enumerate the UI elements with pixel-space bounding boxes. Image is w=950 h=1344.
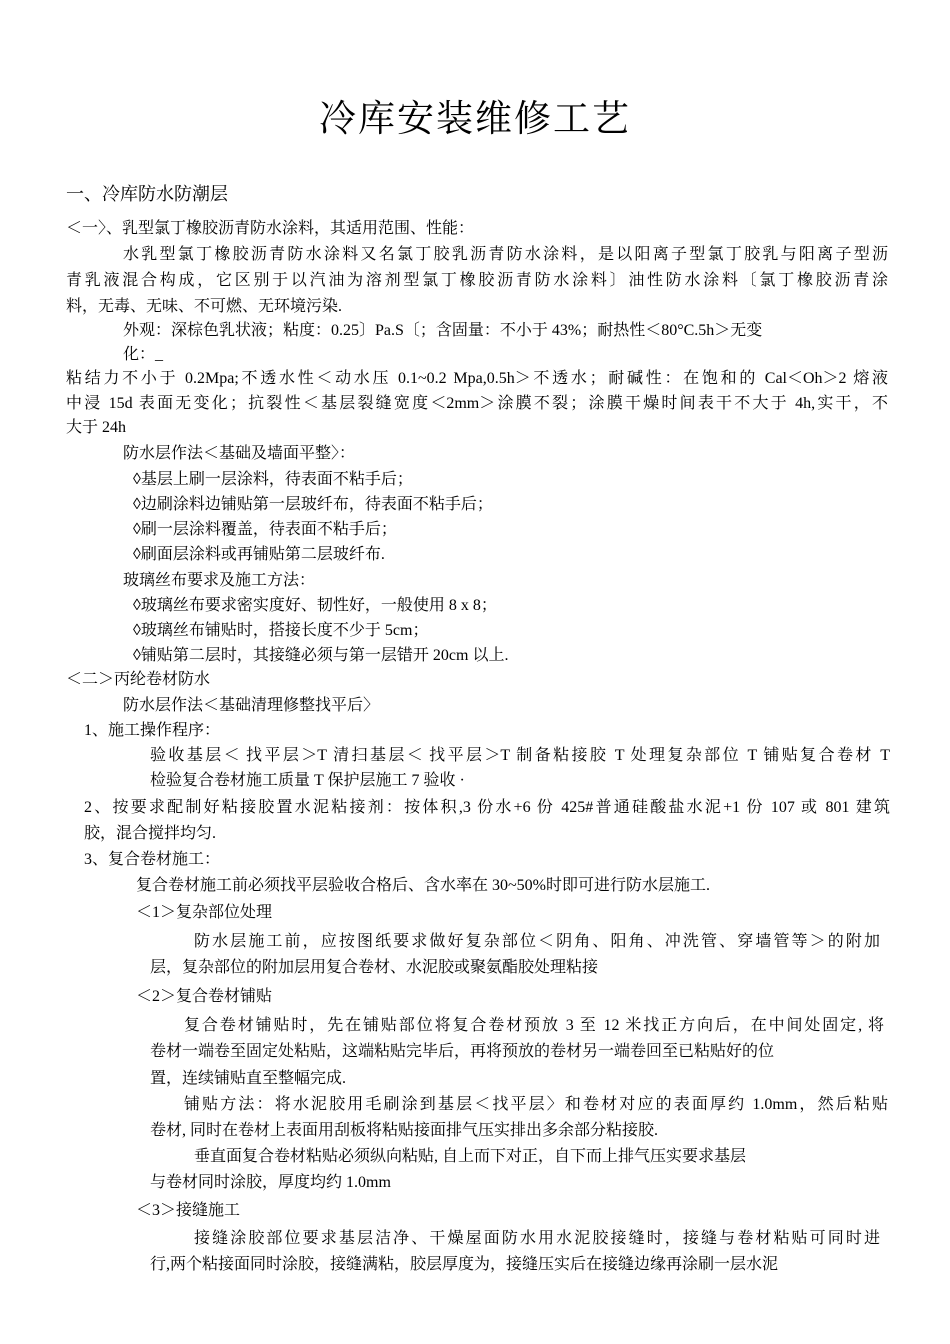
method-heading: 防水层作法＜基础及墙面平整〉： — [123, 445, 356, 462]
paragraph-line: 铺贴方法：将水泥胶用毛刷涂到基层＜找平层〉和卷材对应的表面厚约 1.0mm，然后粘贴 — [184, 1096, 888, 1113]
section-heading: 一、冷库防水防潮层 — [66, 184, 228, 204]
subsection-heading: ＜2＞复合卷材铺贴 — [136, 988, 273, 1005]
paragraph-line: 检验复合卷材施工质量 T 保护层施工 7 验收 · — [150, 772, 465, 789]
document-title: 冷库安装维修工艺 — [319, 99, 631, 140]
paragraph-line: 胶，混合搅拌均匀. — [84, 825, 217, 842]
step3-heading: 3、复合卷材施工： — [84, 851, 221, 868]
subsection-heading: ＜1＞复杂部位处理 — [136, 904, 273, 921]
paragraph-line: 化：_ — [123, 346, 164, 363]
paragraph-line: 复合卷材施工前必须找平层验收合格后、含水率在 30~50%时即可进行防水层施工. — [136, 877, 710, 894]
paragraph-line: 外观：深棕色乳状液；粘度：0.25〕Pa.S〔；含固量：不小于 43%；耐热性＜80°C.5h＞无变 — [123, 322, 763, 339]
paragraph-line: 青乳液混合构成，它区别于以汽油为溶剂型氯丁橡胶沥青防水涂料〕油性防水涂料〔氯丁橡胶沥青涂 — [66, 272, 888, 289]
part2-heading: ＜二＞丙纶卷材防水 — [66, 671, 211, 688]
paragraph-line: 料，无毒、无味、不可燃、无环境污染. — [66, 298, 343, 315]
paragraph-line: 粘结力不小于 0.2Mpa;不透水性＜动水压 0.1~0.2 Mpa,0.5h＞不透水；耐碱性：在饱和的 Cal＜Oh＞2 熔液 — [66, 370, 888, 387]
paragraph-line: 与卷材同时涂胶，厚度均约 1.0mm — [150, 1174, 391, 1191]
paragraph-line: 卷材一端卷至固定处粘贴，这端粘贴完毕后，再将预放的卷材另一端卷回至已粘贴好的位 — [150, 1043, 775, 1060]
paragraph-line: 置，连续铺贴直至整幅完成. — [150, 1070, 347, 1087]
list-item: ◊刷面层涂料或再铺贴第二层玻纤布. — [133, 546, 385, 563]
list-item: ◊基层上刷一层涂料，待表面不粘手后； — [133, 471, 413, 488]
list-item: ◊刷一层涂料覆盖，待表面不粘手后； — [133, 521, 397, 538]
paragraph-line: 层，复杂部位的附加层用复合卷材、水泥胶或聚氨酯胶处理粘接 — [150, 959, 599, 976]
paragraph-line: 大于 24h — [66, 419, 127, 436]
paragraph-line: 接缝涂胶部位要求基层洁净、干燥屋面防水用水泥胶接缝时，接缝与卷材粘贴可同时进 — [194, 1230, 880, 1247]
list-item: ◊玻璃丝布要求密实度好、韧性好，一般使用 8 x 8； — [133, 597, 497, 614]
subsection-heading: ＜3＞接缝施工 — [136, 1202, 241, 1219]
paragraph-line: 卷材, 同时在卷材上表面用刮板将粘贴接面排气压实排出多余部分粘接胶. — [150, 1122, 659, 1139]
part2-subheading: 防水层作法＜基础清理修整找平后〉 — [123, 697, 380, 714]
paragraph-line: 验收基层＜ 找平层＞T 清扫基层＜ 找平层＞T 制备粘接胶 T 处理复杂部位 T 铺贴复合卷材 T — [150, 747, 890, 764]
list-item: ◊边刷涂料边铺贴第一层玻纤布，待表面不粘手后； — [133, 496, 493, 513]
paragraph-line: 中浸 15d 表面无变化；抗裂性＜基层裂缝宽度＜2mm＞涂膜不裂；涂膜干燥时间表干不大于 4h,实干，不 — [66, 395, 888, 412]
step1-heading: 1、施工操作程序： — [84, 722, 221, 739]
paragraph-line: 行,两个粘接面同时涂胶，接缝满粘，胶层厚度为，接缝压实后在接缝边缘再涂刷一层水泥 — [150, 1256, 779, 1273]
paragraph-line: 垂直面复合卷材粘贴必须纵向粘贴, 自上而下对正，自下而上排气压实要求基层 — [194, 1148, 747, 1165]
list-item: ◊玻璃丝布铺贴时，搭接长度不少于 5cm； — [133, 622, 429, 639]
list-item: ◊铺贴第二层时，其接缝必须与第一层错开 20cm 以上. — [133, 647, 509, 664]
glass-heading: 玻璃丝布要求及施工方法： — [123, 572, 316, 589]
paragraph-line: 水乳型氯丁橡胶沥青防水涂料又名氯丁胶乳沥青防水涂料，是以阳离子型氯丁胶乳与阳离子型沥 — [123, 246, 888, 263]
part1-heading: ＜一〉、乳型氯丁橡胶沥青防水涂料，其适用范围、性能： — [66, 220, 475, 237]
paragraph-line: 2、按要求配制好粘接胶置水泥粘接剂：按体积,3 份水+6 份 425#普通硅酸盐水泥+1 份 107 或 801 建筑 — [84, 799, 890, 816]
paragraph-line: 防水层施工前，应按图纸要求做好复杂部位＜阴角、阳角、冲洗管、穿墙管等＞的附加 — [194, 933, 880, 950]
paragraph-line: 复合卷材铺贴时，先在铺贴部位将复合卷材预放 3 至 12 米找正方向后，在中间处固定, 将 — [184, 1017, 884, 1034]
